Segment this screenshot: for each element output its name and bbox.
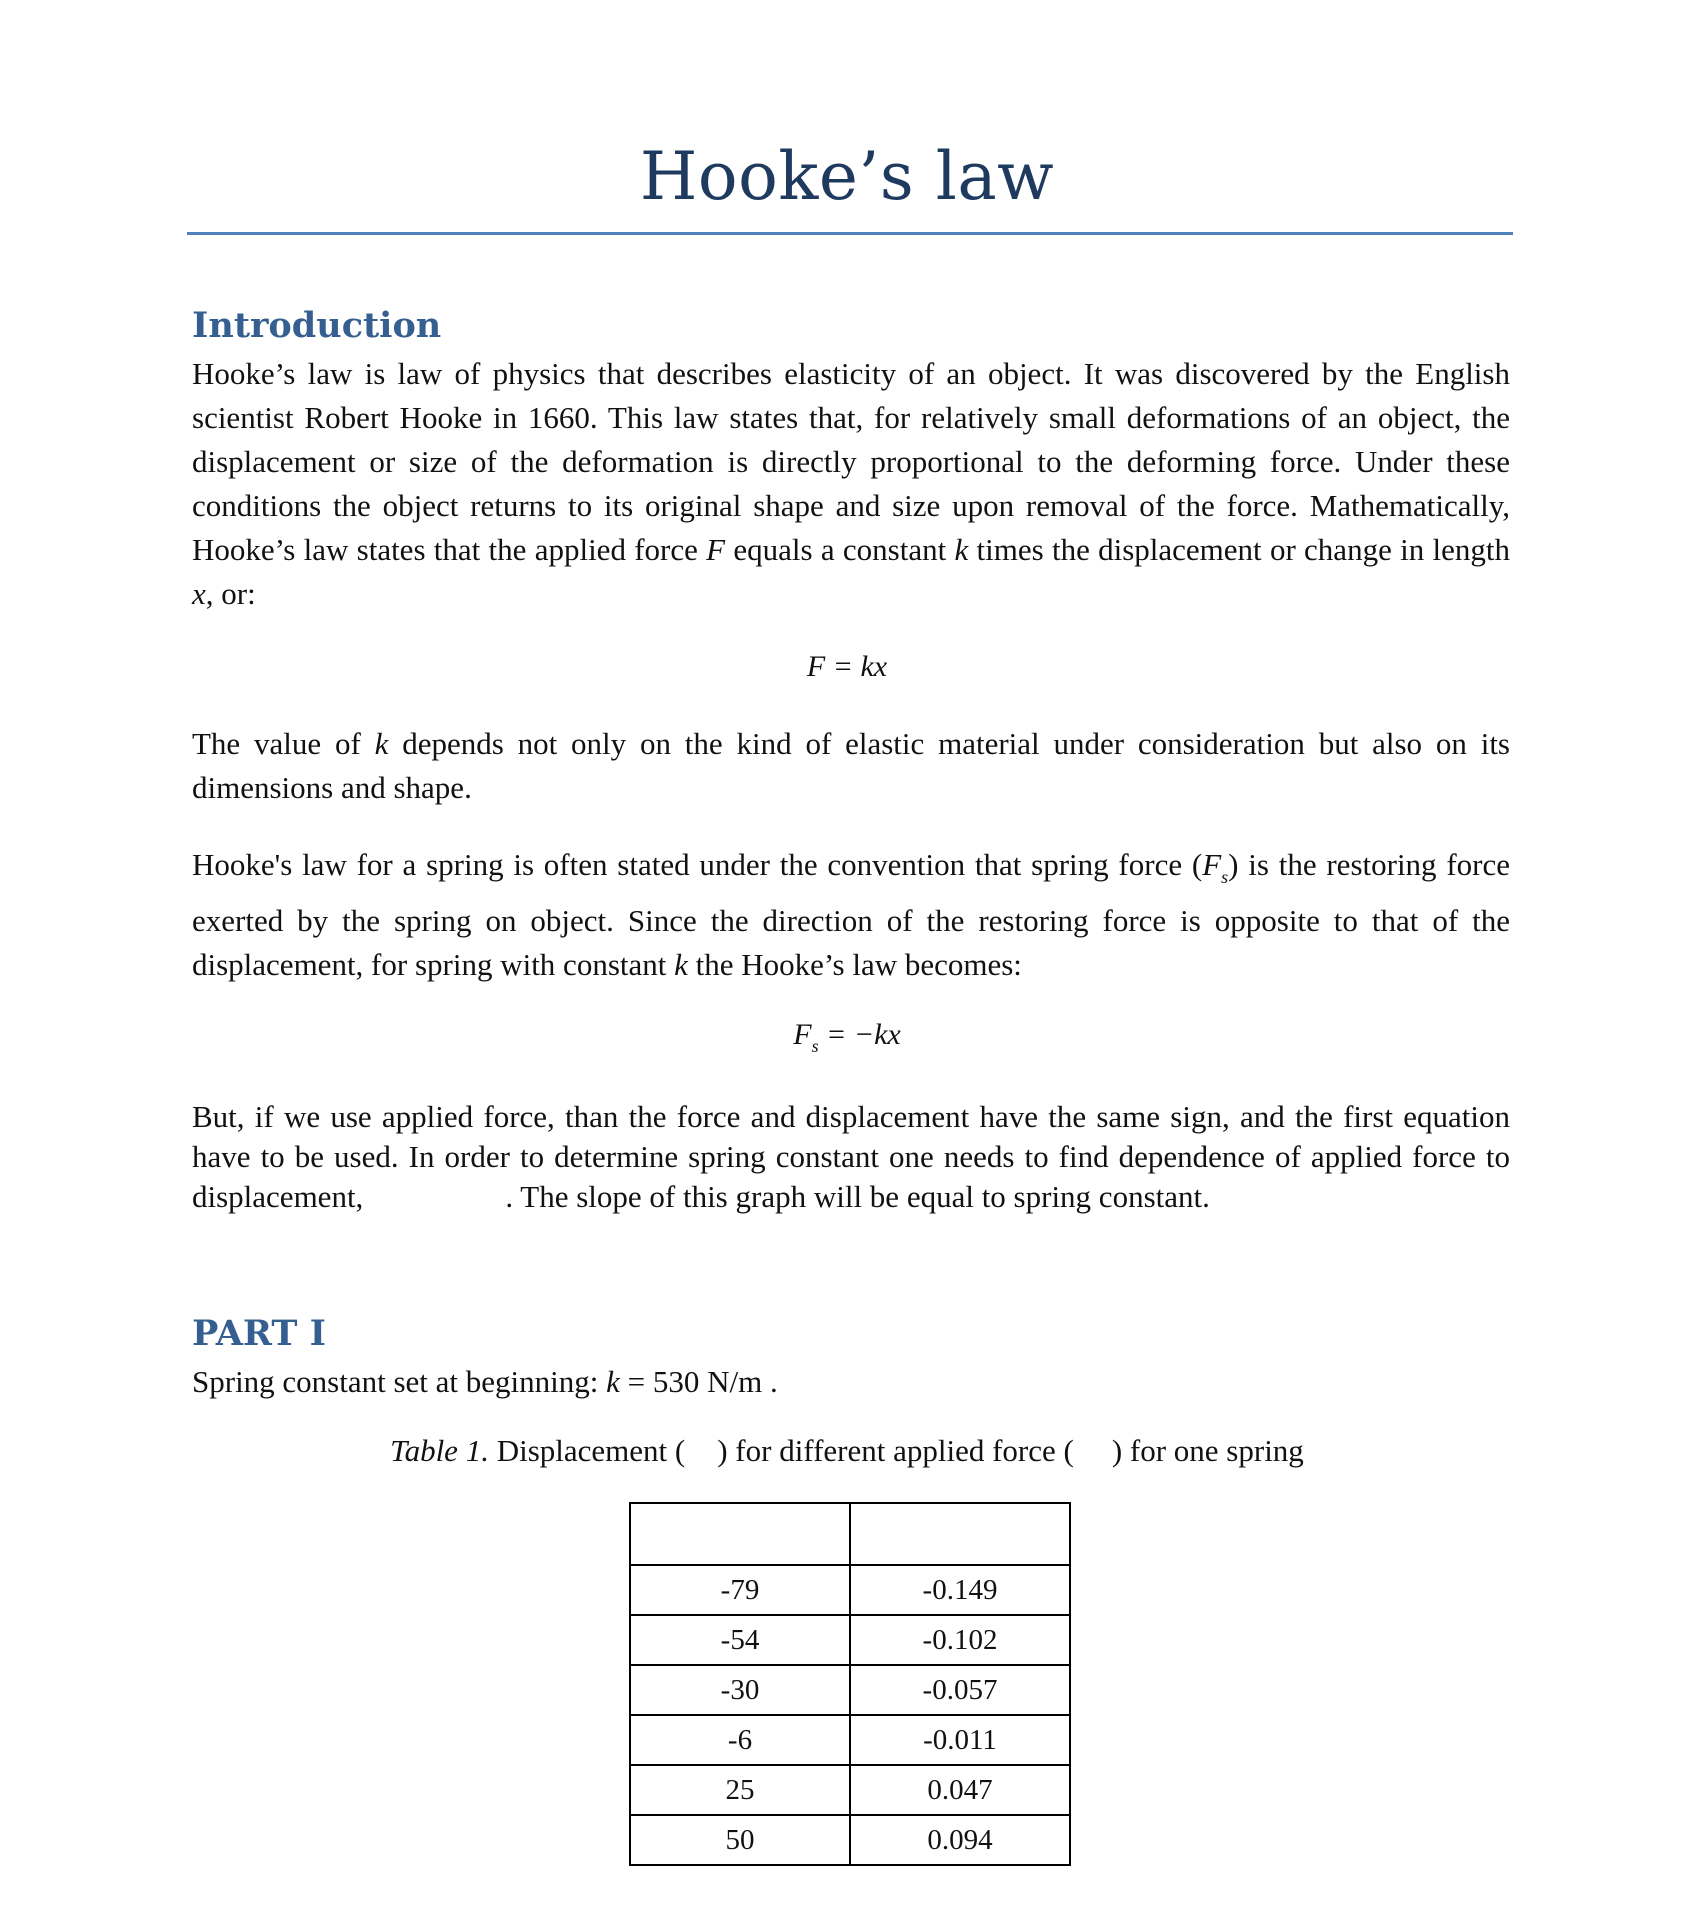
p3-symbol-F: F bbox=[1202, 847, 1222, 882]
p1-text-a: Hooke’s law is law of physics that describes elasticity of an object. It was discovered by the English scientist Robert Hooke in 1660. This law states that, for relatively small deformations of an object, the displacement or size of the deformation is directly proportional to the deforming force. Under these conditions the object returns to its original shape and size upon removal of the force. Mathematically, Hooke’s law states that the applied force bbox=[192, 356, 1510, 567]
displacement-cell: 0.094 bbox=[850, 1815, 1070, 1865]
p3-text-b: ) is the restoring force exerted by the spring on object. Since the direction of the restoring force is opposite to that of the displacement, for spring with constant bbox=[192, 847, 1510, 982]
p1-symbol-k: k bbox=[954, 532, 969, 567]
p2-symbol-k: k bbox=[374, 726, 389, 761]
force-cell: -79 bbox=[630, 1565, 850, 1615]
displacement-cell: -0.011 bbox=[850, 1715, 1070, 1765]
table-caption-c: ) for one spring bbox=[1111, 1433, 1304, 1468]
intro-paragraph-2 bbox=[192, 722, 1510, 810]
intro-paragraph-4 bbox=[192, 1097, 1510, 1217]
force-cell: -54 bbox=[630, 1615, 850, 1665]
p3-symbol-s: s bbox=[1221, 867, 1229, 887]
table-caption bbox=[0, 1433, 1694, 1469]
table-caption-label: Table 1. bbox=[390, 1433, 489, 1468]
table-row bbox=[630, 1815, 1070, 1865]
table-row bbox=[630, 1665, 1070, 1715]
page-title: Hooke’s law bbox=[639, 138, 1055, 215]
p3-text-c: the Hooke’s law becomes: bbox=[687, 947, 1022, 982]
part1-symbol-k: k bbox=[606, 1364, 620, 1399]
intro-paragraph-3 bbox=[192, 843, 1510, 987]
displacement-cell: -0.149 bbox=[850, 1565, 1070, 1615]
eq2-symbol-s: s bbox=[811, 1036, 819, 1056]
p1-symbol-F: F bbox=[706, 532, 726, 567]
part1-text-a: Spring constant set at beginning: bbox=[192, 1364, 607, 1399]
title-divider bbox=[187, 232, 1513, 235]
table-caption-a: Displacement ( bbox=[488, 1433, 686, 1468]
eq2-rest: = −kx bbox=[818, 1018, 901, 1051]
force-cell: -6 bbox=[630, 1715, 850, 1765]
displacement-table bbox=[629, 1502, 1071, 1866]
displacement-cell: -0.102 bbox=[850, 1615, 1070, 1665]
force-cell: -30 bbox=[630, 1665, 850, 1715]
displacement-cell: -0.057 bbox=[850, 1665, 1070, 1715]
p4-text-a: But, if we use applied force, than the force and displacement have the same sign, and the first equation have to be used. In order to determine spring constant one needs to find dependence of applied force to displacement, bbox=[192, 1099, 1510, 1214]
p1-text-b: equals a constant bbox=[725, 532, 955, 567]
p3-symbol-k: k bbox=[674, 947, 688, 982]
introduction-heading: Introduction bbox=[192, 305, 442, 346]
part1-spring-constant-line bbox=[192, 1360, 1510, 1404]
eq2-symbol-F: F bbox=[793, 1018, 812, 1051]
table-row bbox=[630, 1615, 1070, 1665]
force-cell: 50 bbox=[630, 1815, 850, 1865]
force-cell: 25 bbox=[630, 1765, 850, 1815]
table-header-cell bbox=[850, 1503, 1070, 1565]
part1-text-b: = 530 N/m . bbox=[619, 1364, 778, 1399]
p1-text-d: , or: bbox=[205, 576, 256, 611]
p1-text-c: times the displacement or change in length bbox=[968, 532, 1510, 567]
p4-text-b: . The slope of this graph will be equal to spring constant. bbox=[505, 1179, 1210, 1214]
p3-text-a: Hooke's law for a spring is often stated under the convention that spring force ( bbox=[192, 847, 1203, 882]
table-header-row bbox=[630, 1503, 1070, 1565]
table-caption-b: ) for different applied force ( bbox=[717, 1433, 1074, 1468]
intro-paragraph-1 bbox=[192, 352, 1510, 616]
table-row bbox=[630, 1765, 1070, 1815]
table-row bbox=[630, 1715, 1070, 1765]
p2-text-a: The value of bbox=[192, 726, 375, 761]
equation-hooke: F = kx bbox=[806, 650, 888, 683]
p1-symbol-x: x bbox=[192, 576, 206, 611]
part1-heading: PART I bbox=[192, 1313, 327, 1354]
equation-spring-force bbox=[0, 1018, 1694, 1057]
displacement-cell: 0.047 bbox=[850, 1765, 1070, 1815]
table-row bbox=[630, 1565, 1070, 1615]
table-header-cell bbox=[630, 1503, 850, 1565]
p2-text-b: depends not only on the kind of elastic material under consideration but also on its dimensions and shape. bbox=[192, 726, 1510, 805]
